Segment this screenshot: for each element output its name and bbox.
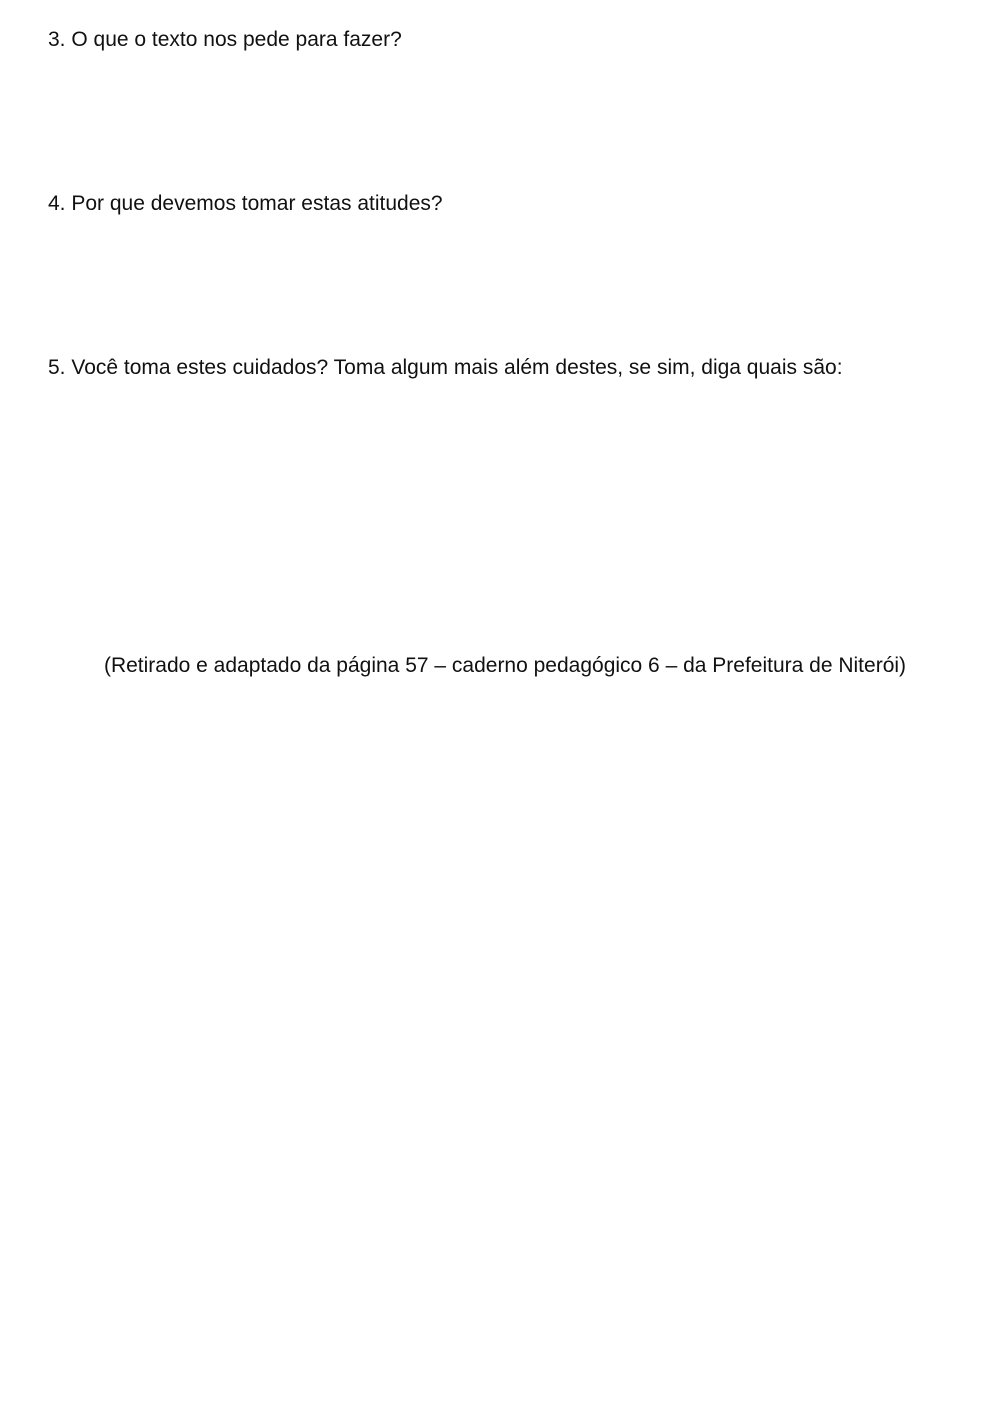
source-note: (Retirado e adaptado da página 57 – caderno pedagógico 6 – da Prefeitura de Niterói): [103, 654, 907, 677]
answer-area-3[interactable]: [48, 60, 952, 180]
question-text: O que o texto nos pede para fazer?: [71, 28, 402, 51]
question-5: [48, 355, 843, 381]
question-number: 4.: [48, 192, 66, 215]
question-text: Você toma estes cuidados? Toma algum mais além destes, se sim, diga quais são:: [71, 356, 843, 379]
question-text: Por que devemos tomar estas atitudes?: [71, 192, 443, 215]
question-3: [48, 27, 402, 53]
answer-area-4[interactable]: [48, 224, 952, 344]
question-4: [48, 191, 443, 217]
question-number: 3.: [48, 28, 66, 51]
answer-area-5[interactable]: [48, 388, 952, 628]
question-number: 5.: [48, 356, 66, 379]
